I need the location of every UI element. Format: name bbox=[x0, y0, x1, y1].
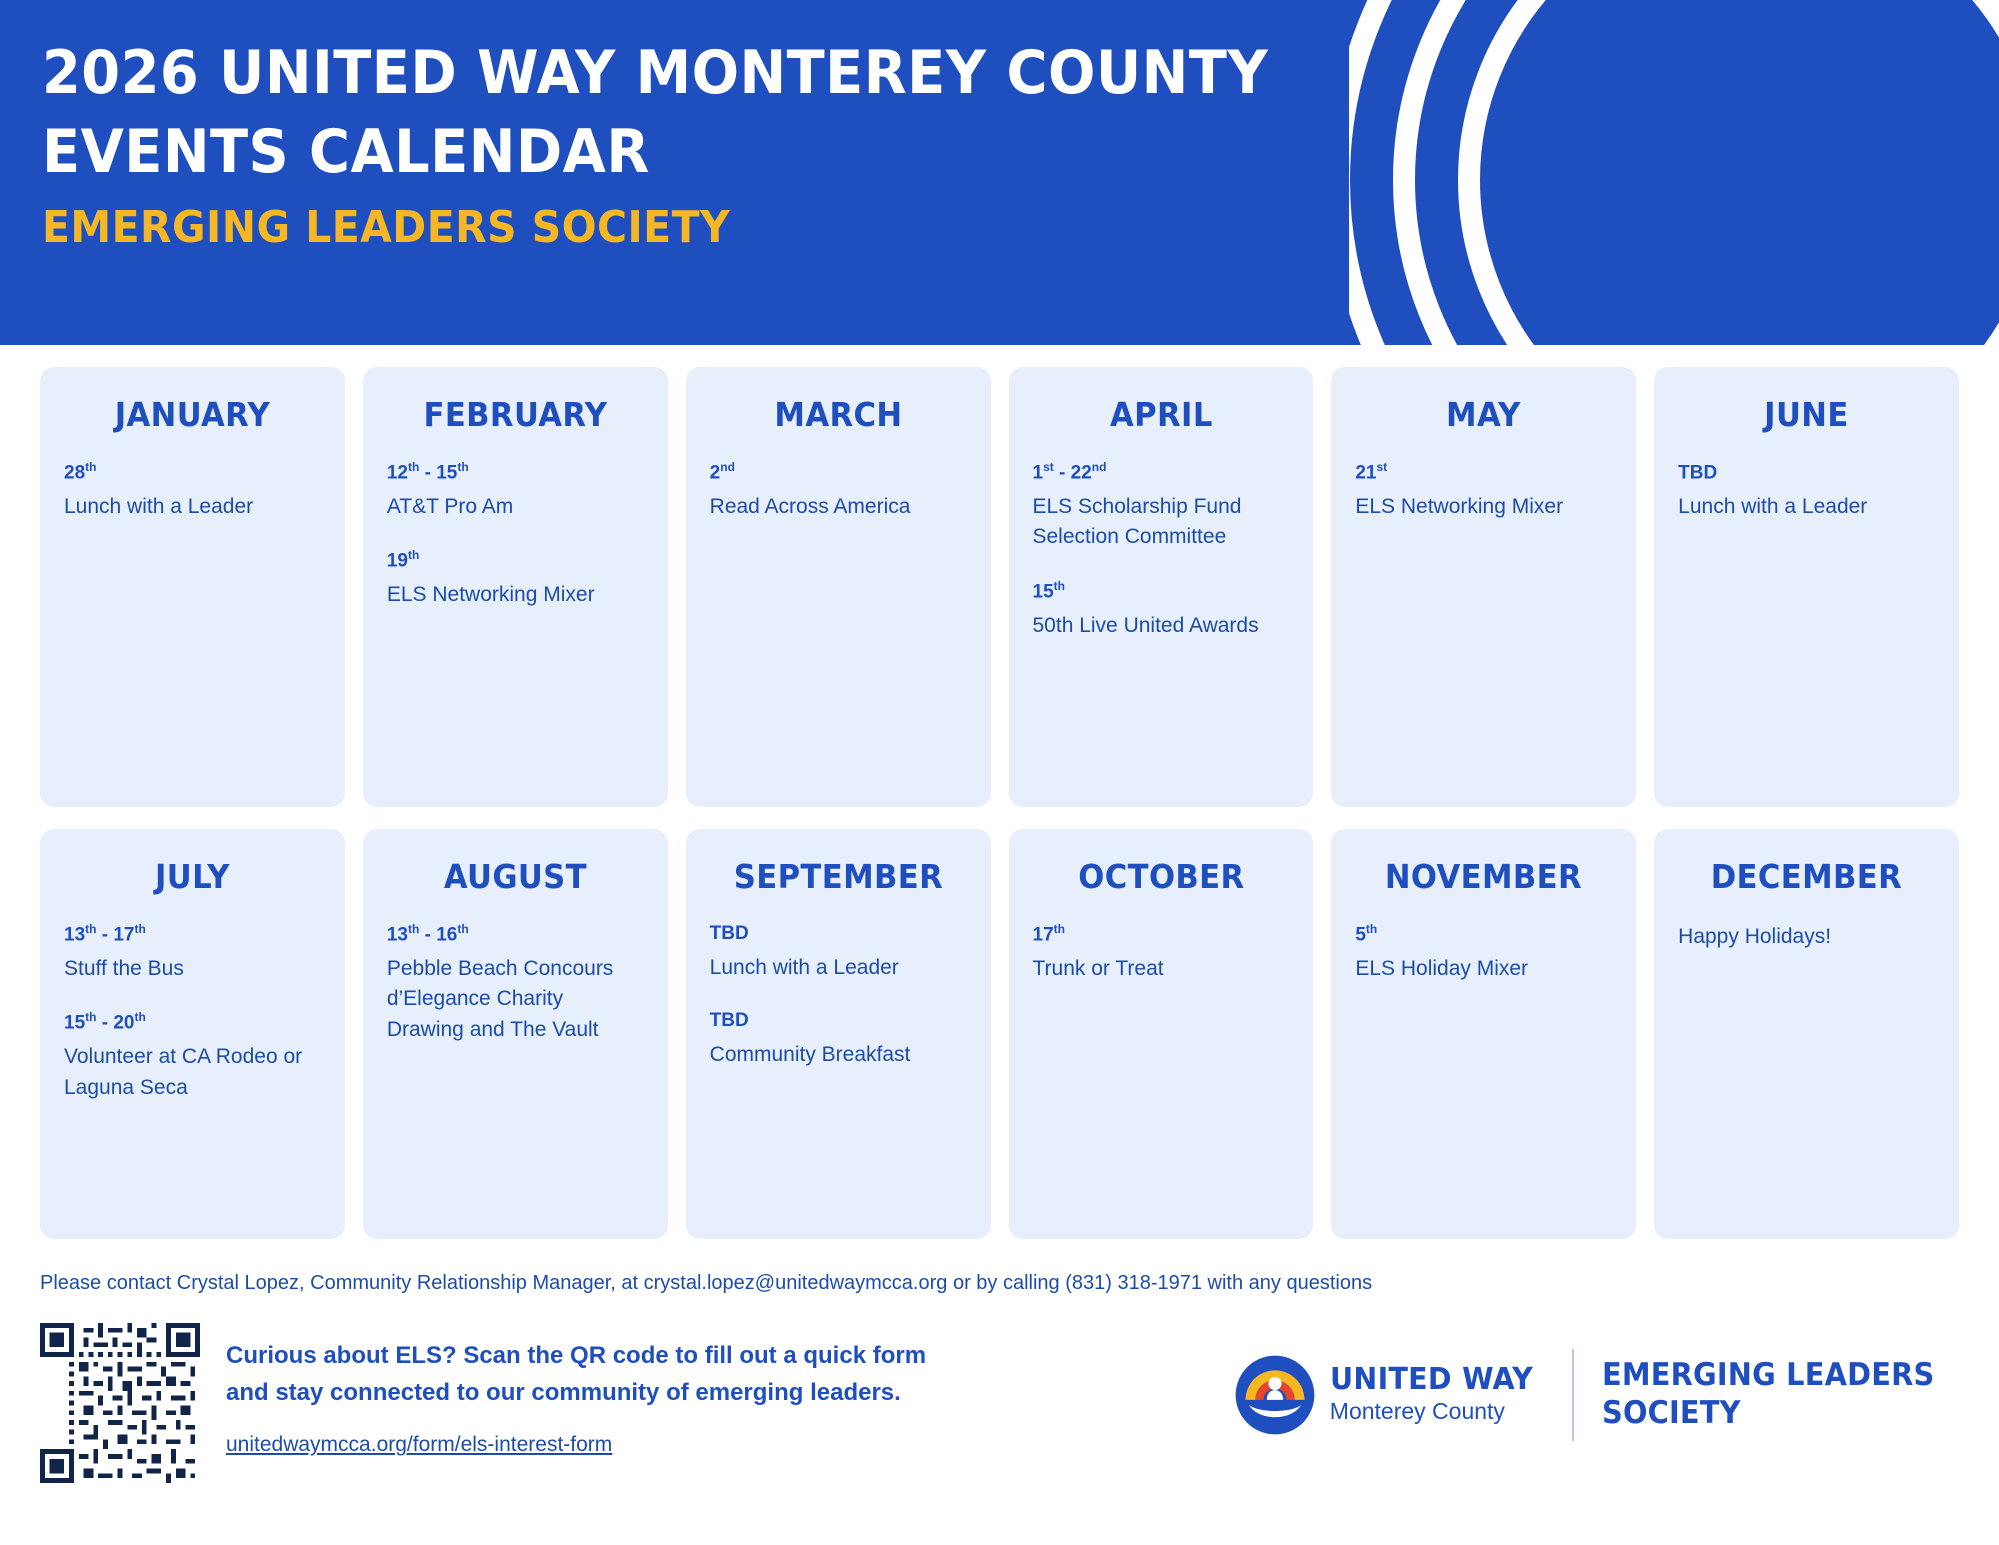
event-date: 13th - 16th bbox=[386, 922, 469, 946]
event-description: Happy Holidays! bbox=[1678, 925, 1832, 948]
event-date: 28th bbox=[64, 460, 97, 484]
united-way-hand-rainbow-icon bbox=[1234, 1354, 1316, 1436]
month-card-april bbox=[1009, 367, 1314, 807]
event-entry bbox=[710, 460, 967, 522]
united-way-name: UNITED WAY bbox=[1329, 1362, 1533, 1397]
month-card-october bbox=[1009, 829, 1314, 1239]
month-title: DECEMBER bbox=[1710, 857, 1903, 896]
event-entry bbox=[64, 1010, 321, 1103]
calendar-grid-row-2 bbox=[0, 807, 1999, 1239]
event-entry bbox=[1678, 460, 1935, 522]
event-date: 21st bbox=[1355, 460, 1388, 484]
event-entry bbox=[387, 548, 644, 610]
event-description: ELS Networking Mixer bbox=[386, 583, 595, 607]
month-card-november bbox=[1331, 829, 1636, 1239]
event-entry bbox=[710, 922, 967, 983]
calendar-grid-row-1 bbox=[0, 345, 1999, 807]
event-description: Trunk or Treat bbox=[1032, 957, 1164, 981]
united-way-logo bbox=[1234, 1354, 1544, 1436]
cta-line-2: and stay connected to our community of emerging leaders. bbox=[226, 1379, 901, 1407]
els-line-2: SOCIETY bbox=[1601, 1395, 1741, 1431]
page-subtitle: EMERGING LEADERS SOCIETY bbox=[42, 202, 731, 254]
event-date: 1st - 22nd bbox=[1032, 460, 1107, 484]
event-entry bbox=[710, 1009, 967, 1070]
event-entry bbox=[387, 922, 644, 1045]
month-card-january bbox=[40, 367, 345, 807]
month-card-february bbox=[363, 367, 668, 807]
event-entry bbox=[1355, 460, 1612, 522]
month-card-december bbox=[1654, 829, 1959, 1239]
event-description: Community Breakfast bbox=[709, 1042, 911, 1066]
event-description: ELS Holiday Mixer bbox=[1355, 957, 1529, 981]
event-entry bbox=[1678, 922, 1935, 952]
event-entry bbox=[1033, 460, 1290, 553]
month-title: JULY bbox=[154, 857, 230, 896]
month-title: JUNE bbox=[1764, 395, 1849, 434]
united-way-wordmark bbox=[1330, 1364, 1544, 1426]
poster-header bbox=[0, 0, 1999, 345]
els-interest-form-link[interactable]: unitedwaymcca.org/form/els-interest-form bbox=[226, 1433, 613, 1457]
event-description: ELS Scholarship Fund Selection Committee bbox=[1032, 495, 1242, 549]
event-date: 13th - 17th bbox=[64, 922, 146, 946]
event-date: TBD bbox=[709, 923, 749, 944]
cta-block bbox=[226, 1323, 1208, 1457]
month-card-july bbox=[40, 829, 345, 1239]
event-date: TBD bbox=[709, 1010, 749, 1032]
event-entry bbox=[64, 922, 321, 984]
cta-line-1: Curious about ELS? Scan the QR code to fill out a quick form bbox=[226, 1342, 927, 1369]
month-card-june bbox=[1654, 367, 1959, 807]
header-text-block bbox=[42, 34, 1360, 260]
els-line-1: EMERGING LEADERS bbox=[1601, 1357, 1934, 1394]
event-description: ELS Networking Mixer bbox=[1355, 495, 1564, 519]
event-date: TBD bbox=[1678, 462, 1718, 484]
event-description: Volunteer at CA Rodeo or Laguna Seca bbox=[64, 1045, 303, 1099]
united-way-region: Monterey County bbox=[1329, 1398, 1505, 1425]
poster-footer bbox=[0, 1297, 1999, 1483]
month-title: MAY bbox=[1446, 395, 1522, 434]
event-date: 17th bbox=[1032, 922, 1065, 946]
event-description: Lunch with a Leader bbox=[709, 955, 899, 979]
els-wordmark bbox=[1602, 1357, 1934, 1433]
event-date: 15th - 20th bbox=[64, 1010, 146, 1034]
event-date: 2nd bbox=[709, 460, 735, 484]
event-description: 50th Live United Awards bbox=[1032, 613, 1259, 637]
month-card-may bbox=[1331, 367, 1636, 807]
month-card-september bbox=[686, 829, 991, 1239]
decorative-arcs bbox=[1349, 0, 1999, 345]
event-description: Pebble Beach Concours d’Elegance Charity Drawing and The Vault bbox=[386, 957, 614, 1041]
month-title: MARCH bbox=[774, 395, 903, 434]
event-description: Lunch with a Leader bbox=[64, 495, 254, 519]
month-card-march bbox=[686, 367, 991, 807]
logo-divider bbox=[1572, 1349, 1574, 1441]
month-title: AUGUST bbox=[443, 857, 587, 896]
page-title-line2: EVENTS CALENDAR bbox=[42, 117, 650, 188]
event-date: 15th bbox=[1032, 578, 1065, 603]
event-description: Read Across America bbox=[709, 495, 911, 519]
month-title: JANUARY bbox=[114, 395, 271, 434]
month-title: OCTOBER bbox=[1077, 857, 1245, 896]
event-entry bbox=[387, 460, 644, 522]
month-title: NOVEMBER bbox=[1385, 857, 1583, 896]
event-entry bbox=[1355, 922, 1612, 984]
event-description: Lunch with a Leader bbox=[1678, 495, 1868, 519]
month-title: FEBRUARY bbox=[423, 395, 608, 434]
contact-note: Please contact Crystal Lopez, Community Relationship Manager, at crystal.lopez@unitedwaymcca.org or by calling (831) 318-1971 with any questions bbox=[40, 1272, 1373, 1294]
month-title: SEPTEMBER bbox=[733, 857, 943, 896]
event-description: Stuff the Bus bbox=[64, 957, 184, 981]
event-date: 12th - 15th bbox=[386, 460, 469, 484]
month-card-august bbox=[363, 829, 668, 1239]
event-entry bbox=[1033, 922, 1290, 984]
footer-logos bbox=[1234, 1323, 1959, 1441]
event-description: AT&T Pro Am bbox=[386, 495, 514, 519]
qr-code-icon[interactable] bbox=[40, 1323, 200, 1483]
event-date: 5th bbox=[1355, 922, 1378, 946]
event-date: 19th bbox=[386, 548, 420, 572]
event-entry bbox=[64, 460, 321, 522]
page-title-line1: 2026 UNITED WAY MONTEREY COUNTY bbox=[42, 38, 1269, 108]
month-title: APRIL bbox=[1109, 395, 1213, 434]
event-entry bbox=[1033, 579, 1290, 641]
